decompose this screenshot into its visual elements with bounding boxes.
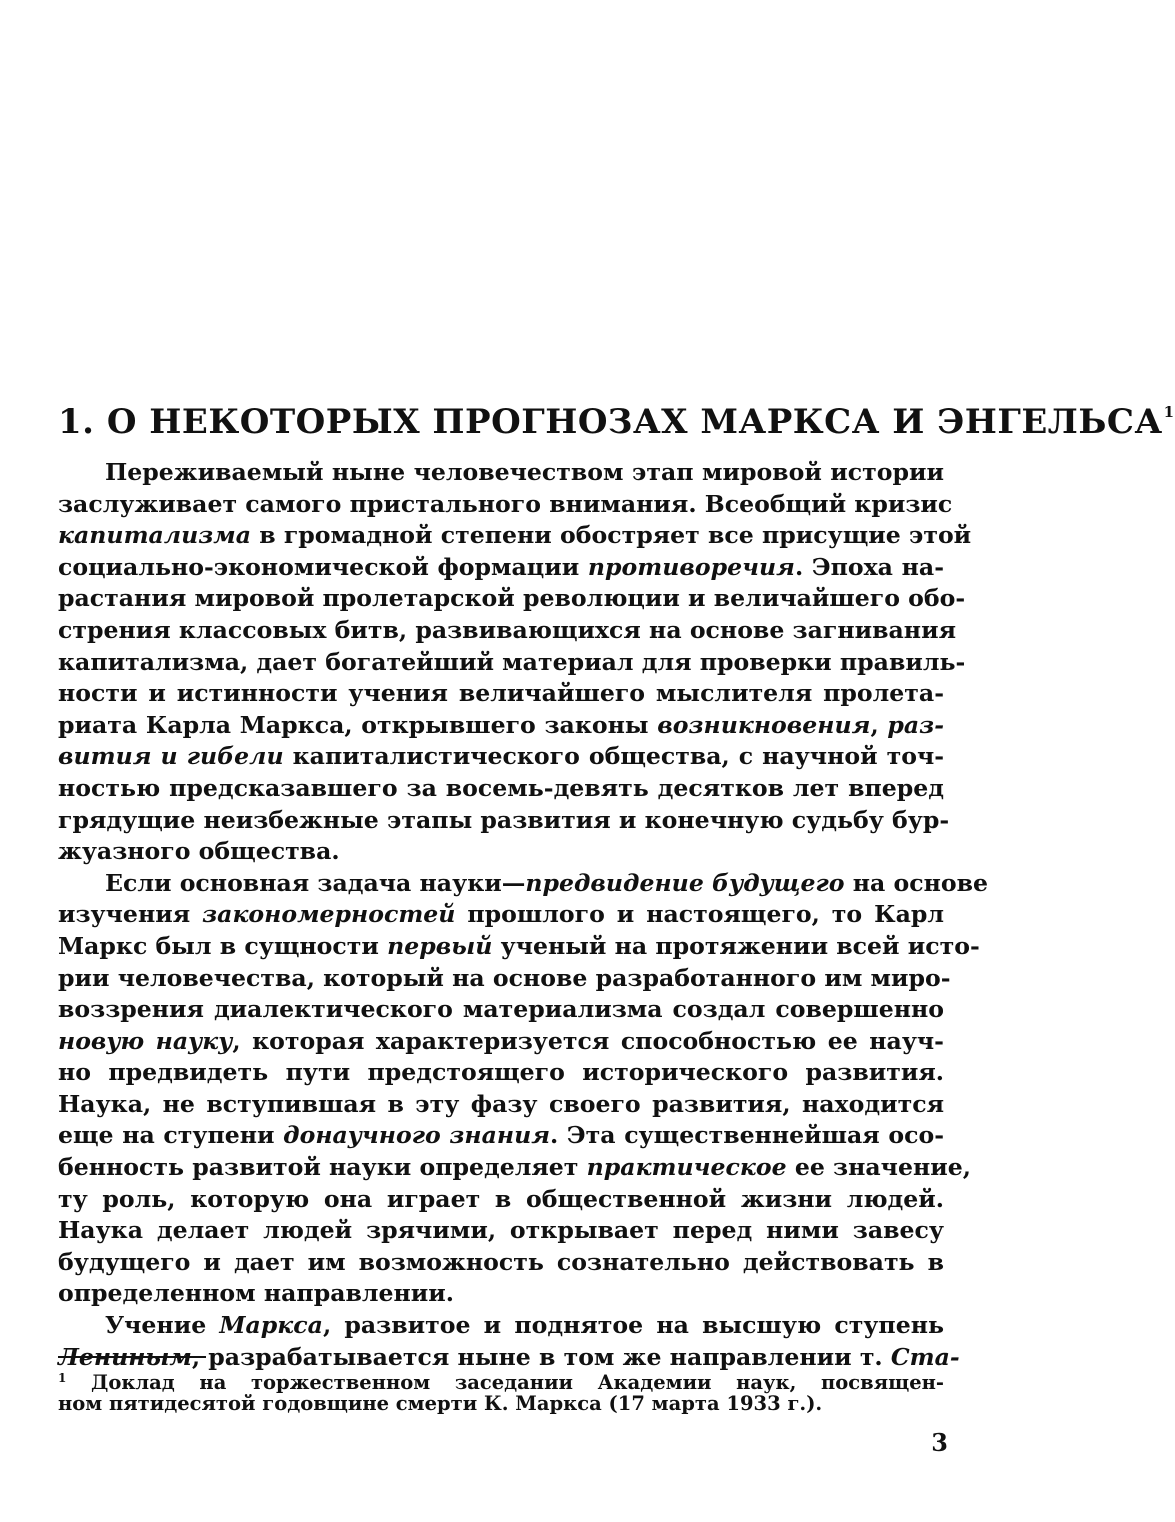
text-line [58,1184,944,1216]
emphasized-text: предвидение будущего [525,868,845,897]
emphasized-text: новую науку [58,1026,233,1055]
emphasized-text: Маркса [219,1311,323,1340]
text-run: определенном направлении. [58,1279,455,1308]
emphasized-text: возникновения [657,710,871,739]
text-line [58,1120,944,1152]
emphasized-text: вития и гибели [58,742,284,771]
text-run: еще на ступени [58,1121,284,1150]
text-line [58,899,944,931]
text-line [58,1278,944,1310]
text-run: Маркс был в сущности [58,931,388,960]
text-line [58,583,966,615]
text-line [58,710,944,742]
text-run: заслуживает самого пристального внимания. Всеобщий кризис [58,489,953,518]
emphasized-text: Лениным [58,1342,192,1371]
text-run: , разрабатывается ныне в том же направлении т. [191,1342,891,1371]
text-run: Наука делает людей зрячими, открывает перед ними завесу [58,1216,944,1245]
text-run: ностью предсказавшего за восемь-девять десятков лет вперед [58,773,944,802]
text-line [58,520,972,552]
emphasized-text: раз- [887,710,944,739]
text-line [58,615,957,647]
text-line [58,741,944,773]
text-run: грядущие неизбежные этапы развития и конечную судьбу бур- [58,805,950,834]
text-run: , развитое и поднятое на высшую ступень [322,1311,944,1340]
text-line [58,868,988,900]
text-run: рии человечества, который на основе разработанного им миро- [58,963,951,992]
text-run: ности и истинности учения величайшего мыслителя пролета- [58,679,944,708]
text-run: бенность развитой науки определяет [58,1153,587,1182]
text-run: . Эпоха на- [794,552,944,581]
footnote-line: ном пятидесятой годовщине смерти К. Маркса (17 марта 1933 г.). [58,1392,823,1415]
text-run: Учение [105,1311,220,1340]
text-line [58,1247,944,1279]
footnote-divider [58,1356,206,1358]
text-line [58,931,980,963]
paragraph [58,1310,960,1373]
emphasized-text: донаучного знания [283,1121,551,1150]
footnote-text: Доклад на торжественном заседании Академии наук, посвящен- [91,1371,944,1394]
text-run: Если основная задача науки— [105,868,526,897]
text-run: , которая характеризуется способностью ее науч- [232,1026,944,1055]
text-line [58,1215,944,1247]
emphasized-text: практическое [586,1153,787,1182]
body-text [58,457,988,1373]
text-run: но предвидеть пути предстоящего исторического развития. [58,1058,944,1087]
text-run: растания мировой пролетарской революции и величайшего обо- [58,584,966,613]
text-run: Наука, не вступившая в эту фазу своего развития, находится [58,1089,944,1118]
text-run: стрения классовых битв, развивающихся на основе загнивания [58,615,957,644]
emphasized-text: капитализма [58,521,252,550]
text-run: в громадной степени обостряет все присущие этой [251,521,972,550]
text-line [58,805,950,837]
emphasized-text: Ста- [890,1342,960,1371]
text-run: риата Карла Маркса, открывшего законы [58,710,658,739]
text-line [58,1026,944,1058]
emphasized-text: закономерностей [202,900,456,929]
footnote-line [58,1366,944,1394]
text-run: социально-экономической формации [58,552,588,581]
chapter-title-text: 1. О НЕКОТОРЫХ ПРОГНОЗАХ МАРКСА И ЭНГЕЛЬСА [58,402,1163,442]
text-run: воззрения диалектического материализма создал совершенно [58,995,944,1024]
paragraph [58,457,972,868]
text-run: капиталистического общества, с научной точ- [283,742,945,771]
text-run: на основе [844,868,988,897]
text-line [58,994,944,1026]
text-run: ее значение, [786,1153,971,1182]
text-run: ученый на протяжении всей исто- [492,931,980,960]
text-line [58,489,953,521]
paragraph [58,868,988,1310]
text-line [58,457,944,489]
text-run: Переживаемый ныне человечеством этап мировой истории [105,458,944,486]
chapter-title [58,402,1175,442]
text-run: изучения [58,900,203,929]
footnote [58,1366,944,1416]
emphasized-text: первый [387,931,493,960]
text-run: прошлого и настоящего, то Карл [455,900,944,929]
text-line [58,1152,971,1184]
text-run: , [870,710,888,739]
text-line [58,963,951,995]
text-run: . Эта существеннейшая осо- [550,1121,945,1150]
emphasized-text: противоречия [587,552,795,581]
text-line [58,1089,944,1121]
footnote-marker: 1 [58,1371,67,1385]
text-line [58,1057,944,1089]
text-line [58,678,944,710]
text-line [58,836,944,868]
text-line [58,1310,944,1342]
text-line [58,552,944,584]
text-run: жуазного общества. [58,837,340,866]
text-line [58,773,944,805]
text-line [58,647,966,679]
page-number: 3 [931,1428,948,1457]
footnote-reference: 1 [1163,403,1175,421]
text-run: капитализма, дает богатейший материал для проверки правиль- [58,647,966,676]
text-run: ту роль, которую она играет в общественной жизни людей. [58,1184,944,1213]
text-run: будущего и дает им возможность сознательно действовать в [58,1247,944,1276]
